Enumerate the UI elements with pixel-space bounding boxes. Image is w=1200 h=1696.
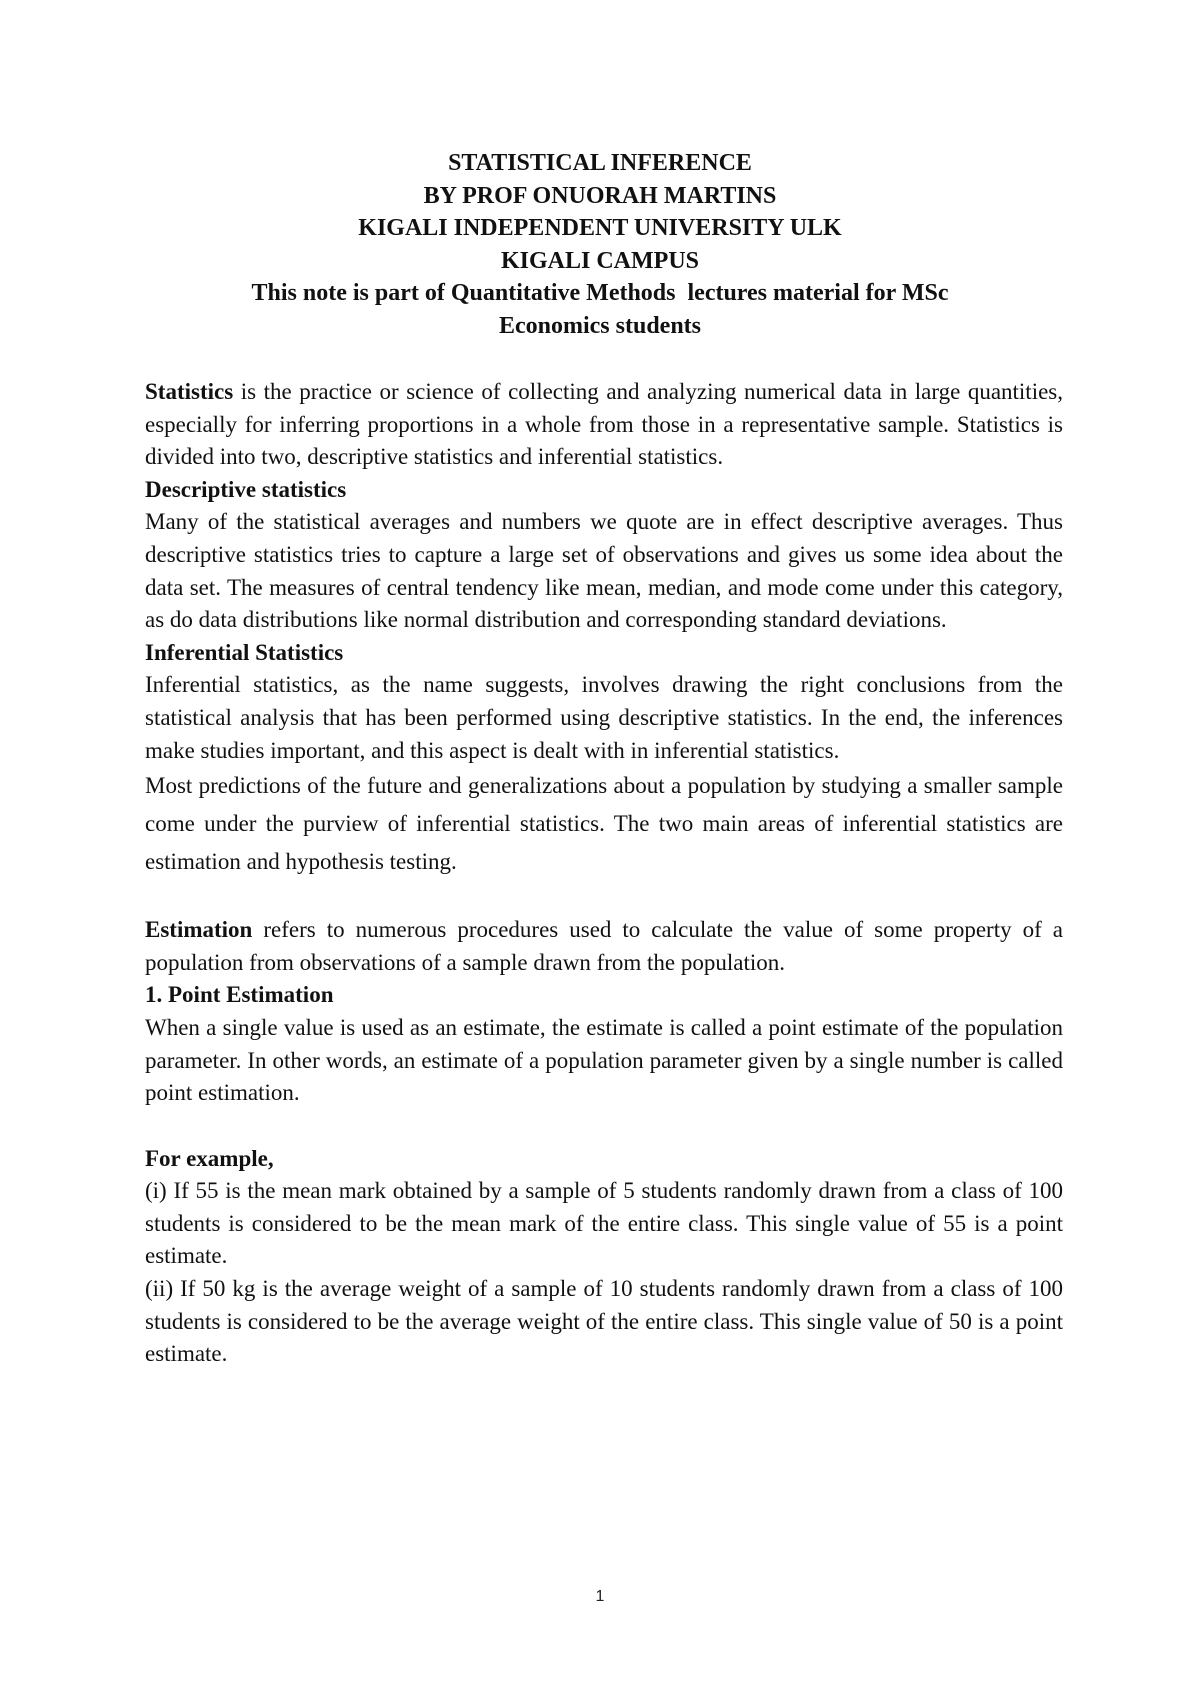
spacer — [145, 1110, 1063, 1143]
page-number: 1 — [595, 1588, 605, 1605]
document-title: STATISTICAL INFERENCE — [448, 150, 752, 176]
statistics-term: Statistics — [145, 379, 234, 404]
inferential-heading: Inferential Statistics — [145, 639, 344, 665]
example-heading: For example, — [145, 1145, 274, 1171]
example-1: (i) If 55 is the mean mark obtained by a sample of 5 students randomly drawn from a class of 100 students is considered to be the mean mark of the entire class. This single value of 55 is a point estimate. — [145, 1178, 1063, 1269]
inferential-paragraph-2: Most predictions of the future and generalizations about a population by studying a smaller sample come under the purview of inferential statistics. The two main areas of inferential statistics are estimation and hypothesis testing. — [145, 773, 1063, 875]
university-line: KIGALI INDEPENDENT UNIVERSITY ULK — [358, 215, 842, 241]
example-2: (ii) If 50 kg is the average weight of a sample of 10 students randomly drawn from a class of 100 students is considered to be the average weight of the entire class. This single value of 50 is a point estimate. — [145, 1276, 1063, 1367]
document-body — [145, 376, 1063, 1371]
note-line-2: Economics students — [498, 312, 702, 339]
descriptive-paragraph: Many of the statistical averages and numbers we quote are in effect descriptive averages. Thus descriptive statistics tries to capture a large set of observations and gives us some idea about the data set. The measures of central tendency like mean, median, and mode come under this category, as do data distributions like normal distribution and corresponding standard deviations. — [145, 509, 1063, 633]
estimation-paragraph — [145, 914, 1063, 979]
descriptive-heading: Descriptive statistics — [145, 476, 347, 502]
estimation-term: Estimation — [145, 917, 253, 943]
campus-line: KIGALI CAMPUS — [500, 247, 699, 274]
note-line-1: This note is part of Quantitative Methods lectures material for MSc — [251, 280, 949, 306]
author-line: BY PROF ONUORAH MARTINS — [423, 182, 777, 209]
document-header — [130, 147, 1070, 342]
intro-paragraph — [145, 376, 1063, 474]
intro-text: is the practice or science of collecting and analyzing numerical data in large quantities, especially for inferring proportions in a whole from those in a representative sample. Statistics is divided into two, descriptive statistics and inferential statistics. — [145, 379, 1063, 470]
inferential-paragraph-1: Inferential statistics, as the name suggests, involves drawing the right conclusions from the statistical analysis that has been performed using descriptive statistics. In the end, the inferences make studies important, and this aspect is dealt with in inferential statistics. — [145, 672, 1063, 763]
estimation-text: refers to numerous procedures used to calculate the value of some property of a population from observations of a sample drawn from the population. — [145, 917, 1063, 975]
point-estimation-heading: 1. Point Estimation — [145, 982, 334, 1008]
point-estimation-paragraph: When a single value is used as an estimate, the estimate is called a point estimate of the population parameter. In other words, an estimate of a population parameter given by a single number is called point estimation. — [145, 1014, 1063, 1106]
spacer — [145, 881, 1063, 914]
